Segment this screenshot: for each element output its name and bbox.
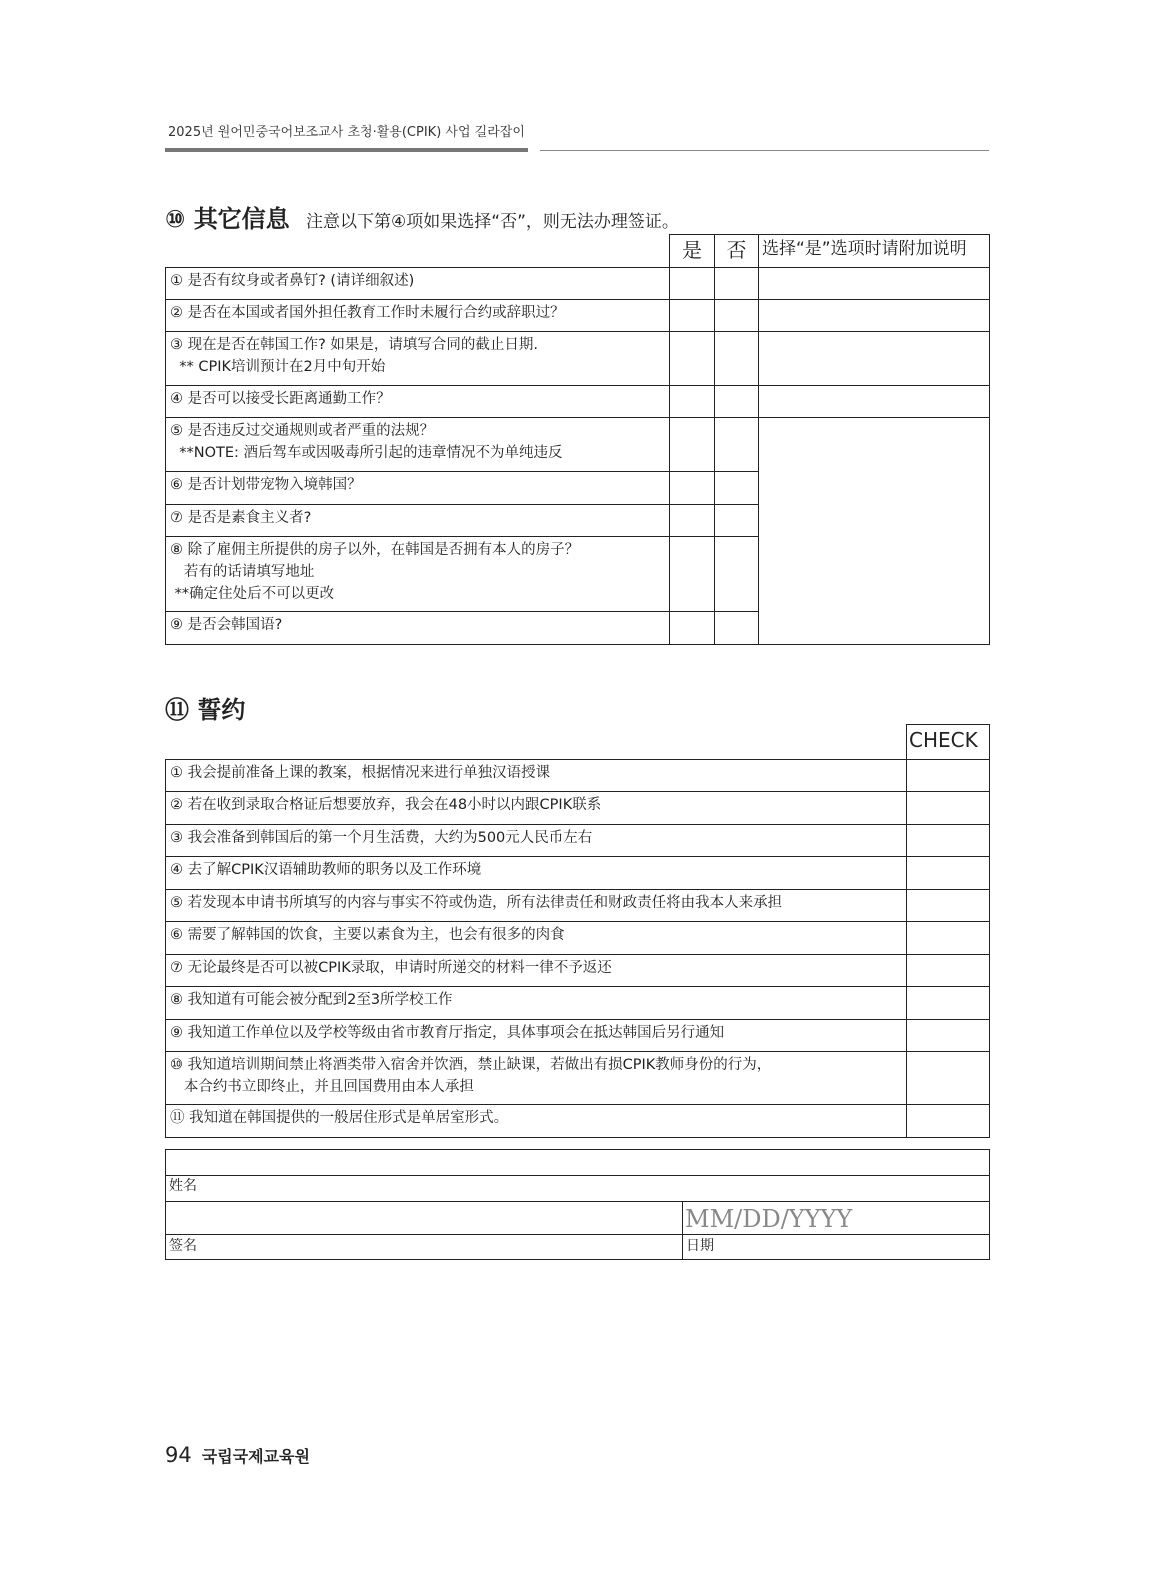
- running-header: 2025년 원어민중국어보조교사 초청·활용(CPIK) 사업 길라잡이: [168, 125, 525, 140]
- check-cell[interactable]: [906, 824, 990, 857]
- column-header-yes: 是: [669, 234, 715, 268]
- row-text-line: ⑤ 若发现本申请书所填写的内容与事实不符或伪造，所有法律责任和财政责任将由我本人来承担: [170, 895, 783, 911]
- column-header-no: 否: [714, 234, 759, 268]
- section-title: 其它信息: [193, 205, 290, 233]
- no-checkbox-cell[interactable]: [714, 331, 759, 386]
- check-cell[interactable]: [906, 856, 990, 890]
- row-text-line: ① 我会提前准备上课的教案，根据情况来进行单独汉语授课: [170, 765, 551, 781]
- pledge-row: [165, 889, 907, 922]
- row-text-line: ① 是否有纹身或者鼻钉? (请详细叙述): [170, 273, 415, 289]
- remark-field[interactable]: [758, 385, 990, 418]
- row-text-line: **确定住处后不可以更改: [170, 586, 335, 602]
- row-text-line: ⑦ 是否是素食主义者?: [170, 510, 312, 526]
- signature-field[interactable]: [165, 1201, 683, 1235]
- row-text-line: ⑥ 是否计划带宠物入境韩国？: [170, 477, 362, 493]
- date-label: 日期: [682, 1234, 990, 1260]
- check-cell[interactable]: [906, 986, 990, 1020]
- row-text-line: ⑨ 我知道工作单位以及学校等级由省市教育厅指定，具体事项会在抵达韩国后另行通知: [170, 1025, 725, 1041]
- row-text-line: ⑧ 我知道有可能会被分配到2至3所学校工作: [170, 992, 453, 1008]
- yes-checkbox-cell[interactable]: [669, 471, 715, 505]
- row-text-line: ⑤ 是否违反过交通规则或者严重的法规？: [170, 423, 435, 439]
- yes-checkbox-cell[interactable]: [669, 536, 715, 612]
- yes-checkbox-cell[interactable]: [669, 331, 715, 386]
- question-row: [165, 417, 670, 472]
- header-rule-thin: [540, 150, 989, 151]
- no-checkbox-cell[interactable]: [714, 267, 759, 300]
- question-row: [165, 611, 670, 645]
- row-text-line: ⑧ 除了雇佣主所提供的房子以外，在韩国是否拥有本人的房子？: [170, 542, 580, 558]
- yes-checkbox-cell[interactable]: [669, 299, 715, 332]
- section-number: ⑪: [165, 696, 189, 724]
- section-note: 注意以下第④项如果选择“否”，则无法办理签证。: [306, 212, 679, 232]
- no-checkbox-cell[interactable]: [714, 299, 759, 332]
- no-checkbox-cell[interactable]: [714, 611, 759, 645]
- yes-checkbox-cell[interactable]: [669, 611, 715, 645]
- no-checkbox-cell[interactable]: [714, 471, 759, 505]
- question-row: [165, 299, 670, 332]
- check-cell[interactable]: [906, 1019, 990, 1052]
- pledge-row: [165, 954, 907, 987]
- row-text-line: ** CPIK培训预计在2月中旬开始: [170, 359, 386, 375]
- question-row: [165, 385, 670, 418]
- row-text-line: ③ 现在是否在韩国工作? 如果是，请填写合同的截止日期.: [170, 337, 539, 353]
- remark-field[interactable]: [758, 331, 990, 386]
- row-text-line: ⑩ 我知道培训期间禁止将酒类带入宿舍并饮酒，禁止缺课，若做出有损CPIK教师身份的行为，: [170, 1057, 772, 1073]
- pledge-row: [165, 1051, 907, 1105]
- row-text-line: 若有的话请填写地址: [170, 564, 315, 580]
- row-text-line: ② 若在收到录取合格证后想要放弃，我会在48小时以内跟CPIK联系: [170, 797, 602, 813]
- name-label: 姓名: [165, 1175, 990, 1202]
- row-text-line: ④ 去了解CPIK汉语辅助教师的职务以及工作环境: [170, 862, 482, 878]
- check-cell[interactable]: [906, 759, 990, 792]
- row-text-line: **NOTE: 酒后驾车或因吸毒所引起的违章情况不为单纯违反: [170, 445, 563, 461]
- pledge-row: [165, 759, 907, 792]
- no-checkbox-cell[interactable]: [714, 536, 759, 612]
- pledge-row: [165, 1104, 907, 1138]
- footer-org: 국립국제교육원: [201, 1447, 310, 1466]
- row-text-line: ⑦ 无论最终是否可以被CPIK录取，申请时所递交的材料一律不予返还: [170, 960, 612, 976]
- question-row: [165, 504, 670, 537]
- question-row: [165, 267, 670, 300]
- yes-checkbox-cell[interactable]: [669, 385, 715, 418]
- section-number: ⑩: [165, 205, 186, 233]
- row-text-line: ⑨ 是否会韩国语?: [170, 617, 283, 633]
- row-text-line: ⑥ 需要了解韩国的饮食，主要以素食为主，也会有很多的肉食: [170, 927, 565, 943]
- header-rule-thick: [165, 148, 528, 152]
- check-cell[interactable]: [906, 791, 990, 825]
- blank-row: [165, 1149, 990, 1176]
- check-cell[interactable]: [906, 1051, 990, 1105]
- pledge-row: [165, 791, 907, 825]
- column-header-check: CHECK: [906, 724, 990, 760]
- pledge-row: [165, 824, 907, 857]
- row-text-line: ⑪ 我知道在韩国提供的一般居住形式是单居室形式。: [170, 1110, 509, 1126]
- question-row: [165, 471, 670, 505]
- remark-field[interactable]: [758, 299, 990, 332]
- pledge-row: [165, 986, 907, 1020]
- row-text-line: ④ 是否可以接受长距离通勤工作？: [170, 391, 391, 407]
- check-cell[interactable]: [906, 921, 990, 955]
- page-number: 94: [165, 1443, 192, 1467]
- row-text-line: 本合约书立即终止，并且回国费用由本人承担: [170, 1079, 474, 1095]
- page-footer: [165, 1443, 310, 1467]
- check-cell[interactable]: [906, 954, 990, 987]
- yes-checkbox-cell[interactable]: [669, 504, 715, 537]
- section-11-heading: [165, 690, 245, 725]
- pledge-row: [165, 921, 907, 955]
- pledge-row: [165, 856, 907, 890]
- remark-field-merged[interactable]: [758, 417, 990, 645]
- question-row: [165, 536, 670, 612]
- no-checkbox-cell[interactable]: [714, 385, 759, 418]
- yes-checkbox-cell[interactable]: [669, 417, 715, 472]
- column-header-remark: 选择“是”选项时请附加说明: [758, 234, 990, 268]
- yes-checkbox-cell[interactable]: [669, 267, 715, 300]
- signature-label: 签名: [165, 1234, 683, 1260]
- section-10-heading: [165, 199, 679, 234]
- check-cell[interactable]: [906, 1104, 990, 1138]
- section-title: 誓约: [197, 696, 246, 724]
- row-text-line: ③ 我会准备到韩国后的第一个月生活费，大约为500元人民币左右: [170, 830, 593, 846]
- pledge-row: [165, 1019, 907, 1052]
- remark-field[interactable]: [758, 267, 990, 300]
- date-field[interactable]: MM/DD/YYYY: [682, 1201, 990, 1235]
- no-checkbox-cell[interactable]: [714, 504, 759, 537]
- row-text-line: ② 是否在本国或者国外担任教育工作时未履行合约或辞职过？: [170, 305, 565, 321]
- no-checkbox-cell[interactable]: [714, 417, 759, 472]
- check-cell[interactable]: [906, 889, 990, 922]
- question-row: [165, 331, 670, 386]
